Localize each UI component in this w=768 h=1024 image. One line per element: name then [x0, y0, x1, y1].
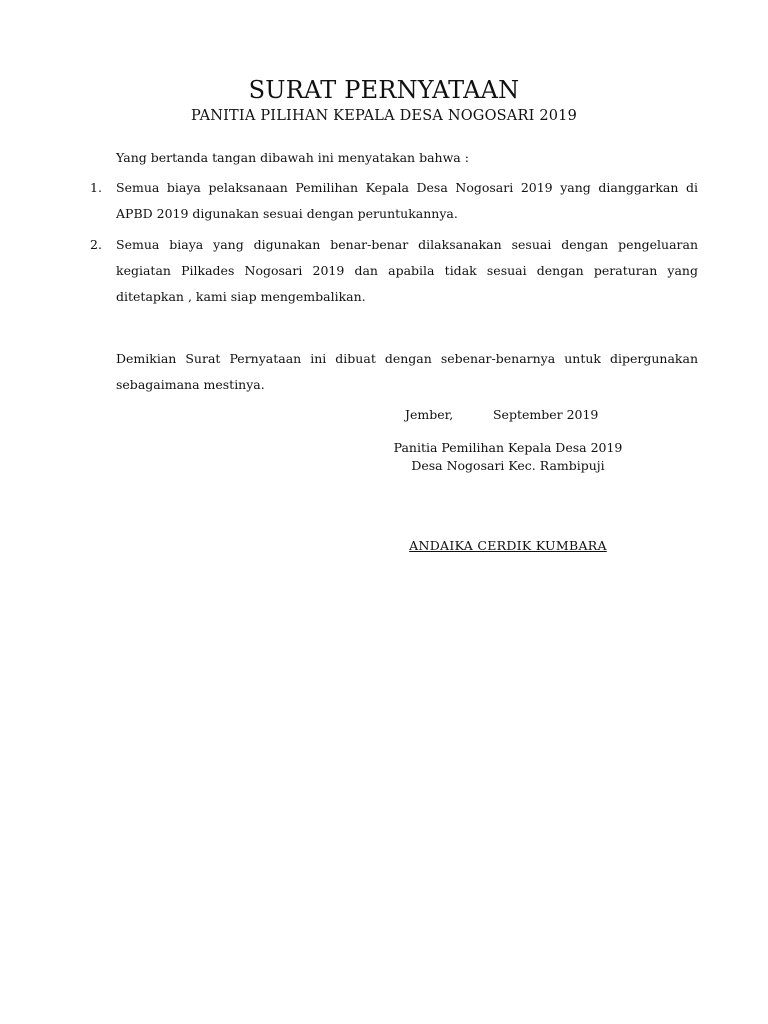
- signature-date: September 2019: [492, 407, 599, 422]
- list-item-text: Semua biaya pelaksanaan Pemilihan Kepala Desa Nogosari 2019 yang dianggarkan di APBD 2019 digunakan sesuai dengan peruntukannya.: [116, 180, 698, 221]
- document-subtitle: PANITIA PILIHAN KEPALA DESA NOGOSARI 2019: [190, 108, 578, 124]
- list-item-number: 2.: [90, 237, 102, 252]
- signature-organization: [360, 439, 656, 475]
- signatory-name: ANDAIKA CERDIK KUMBARA: [409, 538, 607, 553]
- signature-place: Jember,: [405, 407, 454, 422]
- list-item: [90, 232, 698, 310]
- signature-org-line-2: Desa Nogosari Kec. Rambipuji: [411, 458, 605, 473]
- signature-org-line-1: Panitia Pemilihan Kepala Desa 2019: [393, 440, 623, 455]
- closing-paragraph: Demikian Surat Pernyataan ini dibuat dengan sebenar-benarnya untuk dipergunakan sebagaimana mestinya.: [116, 351, 698, 392]
- statement-list: [90, 175, 698, 315]
- signature-date-line: [405, 405, 598, 425]
- list-item-number: 1.: [90, 180, 102, 195]
- list-item-text: Semua biaya yang digunakan benar-benar dilaksanakan sesuai dengan pengeluaran kegiatan Pilkades Nogosari 2019 dan apabila tidak sesuai dengan peraturan yang ditetapkan , kami siap mengembalikan.: [116, 237, 698, 304]
- list-item: [90, 175, 698, 227]
- document-title: SURAT PERNYATAAN: [248, 76, 520, 104]
- intro-text: Yang bertanda tangan dibawah ini menyatakan bahwa :: [116, 150, 469, 165]
